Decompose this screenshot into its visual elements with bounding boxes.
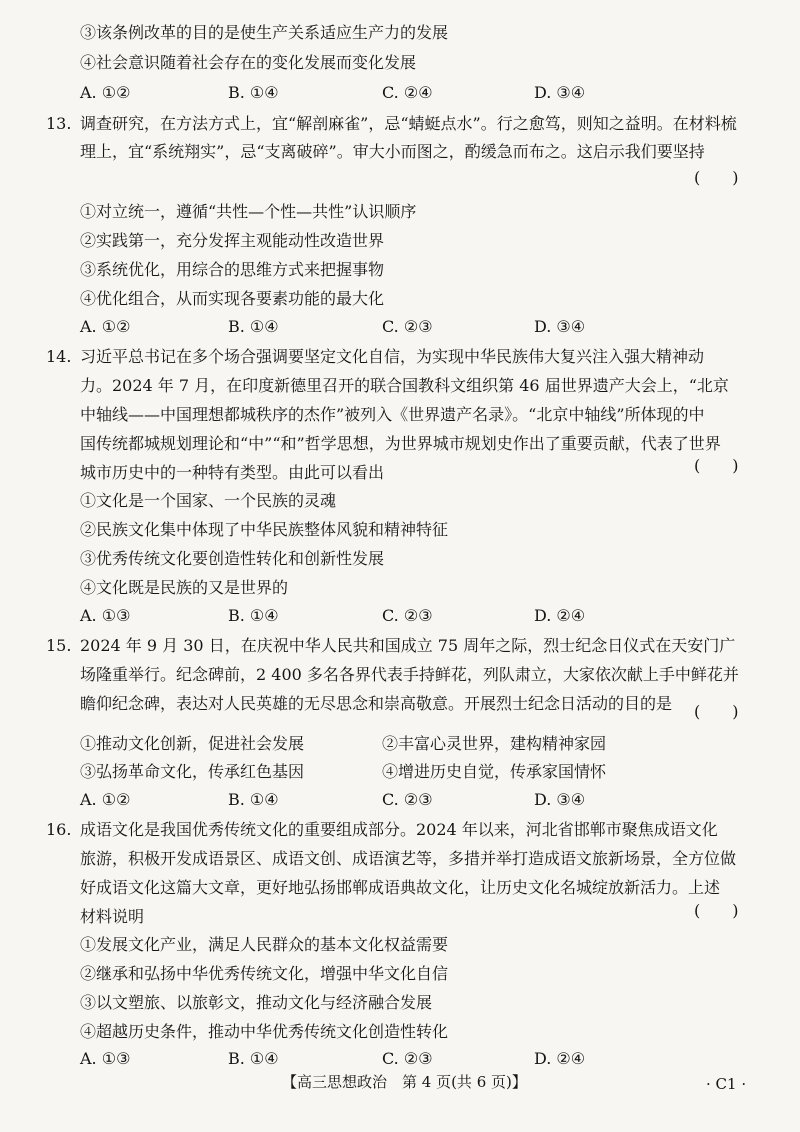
q16-stem-line-1: 成语文化是我国优秀传统文化的重要组成部分。2024 年以来，河北省邯郸市聚焦成语文化 (80, 820, 718, 839)
q14-option-b: B. ①④ (228, 606, 279, 625)
q14-stem-line-3: 中轴线——中国理想都城秩序的杰作”被列入《世界遗产名录》。“北京中轴线”所体现的中 (80, 405, 705, 424)
q14-answer-paren: ( ) (694, 456, 739, 475)
q15-item-4: ④增进历史自觉，传承家国情怀 (382, 762, 607, 781)
q15-stem-line-2: 场隆重举行。纪念碑前，2 400 多名各界代表手持鲜花，列队肃立，大家依次献上手中鲜花并 (80, 665, 739, 684)
q13-option-b: B. ①④ (228, 317, 279, 336)
q16-stem-line-2: 旅游，积极开发成语景区、成语文创、成语演艺等，多措并举打造成语文旅新场景，全方位做 (80, 849, 737, 868)
q13-number: 13. (46, 114, 72, 133)
paper-code: · C1 · (706, 1075, 747, 1093)
q13-item-3: ③系统优化，用综合的思维方式来把握事物 (80, 260, 385, 279)
q15-stem-line-3: 瞻仰纪念碑，表达对人民英雄的无尽思念和崇高敬意。开展烈士纪念日活动的目的是 (80, 694, 673, 713)
q14-stem-line-4: 国传统都城规划理论和“中”“和”哲学思想，为世界城市规划史作出了重要贡献，代表了世界 (80, 434, 721, 453)
prev-option-a: A. ①② (80, 83, 131, 102)
q14-item-4: ④文化既是民族的又是世界的 (80, 578, 289, 597)
q14-item-3: ③优秀传统文化要创造性转化和创新性发展 (80, 549, 385, 568)
q15-option-d: D. ③④ (534, 790, 586, 809)
q16-item-2: ②继承和弘扬中华优秀传统文化，增强中华文化自信 (80, 964, 449, 983)
q14-stem-line-1: 习近平总书记在多个场合强调要坚定文化自信，为实现中华民族伟大复兴注入强大精神动 (80, 347, 705, 366)
q13-option-c: C. ②③ (382, 317, 433, 336)
q15-answer-paren: ( ) (694, 702, 739, 721)
prev-option-d: D. ③④ (534, 83, 586, 102)
q16-answer-paren: ( ) (694, 901, 739, 920)
prev-option-b: B. ①④ (228, 83, 279, 102)
q16-stem-line-3: 好成语文化这篇大文章，更好地弘扬邯郸成语典故文化，让历史文化名城绽放新活力。上述 (80, 878, 721, 897)
q15-item-3: ③弘扬革命文化，传承红色基因 (80, 762, 305, 781)
q15-number: 15. (46, 636, 72, 655)
q14-item-1: ①文化是一个国家、一个民族的灵魂 (80, 491, 337, 510)
q14-stem-line-2: 力。2024 年 7 月，在印度新德里召开的联合国教科文组织第 46 届世界遗产大会上，“北京 (80, 376, 729, 395)
q13-answer-paren: ( ) (694, 168, 739, 187)
page-footer: 【高三思想政治 第 4 页(共 6 页)】 (282, 1073, 527, 1091)
q13-option-d: D. ③④ (534, 317, 586, 336)
q14-option-d: D. ②④ (534, 606, 586, 625)
q15-option-c: C. ②③ (382, 790, 433, 809)
q15-option-a: A. ①② (80, 790, 131, 809)
q14-item-2: ②民族文化集中体现了中华民族整体风貌和精神特征 (80, 520, 449, 539)
prev-item-3: ③该条例改革的目的是使生产关系适应生产力的发展 (80, 23, 449, 42)
q14-stem-line-5: 城市历史中的一种特有类型。由此可以看出 (80, 463, 385, 482)
q16-item-3: ③以文塑旅、以旅彰文，推动文化与经济融合发展 (80, 993, 433, 1012)
prev-option-c: C. ②④ (382, 83, 433, 102)
q13-option-a: A. ①② (80, 317, 131, 336)
q13-item-4: ④优化组合，从而实现各要素功能的最大化 (80, 289, 385, 308)
q16-number: 16. (46, 820, 72, 839)
q15-item-2: ②丰富心灵世界，建构精神家园 (382, 734, 607, 753)
q14-option-a: A. ①③ (80, 606, 131, 625)
q13-item-1: ①对立统一，遵循“共性—个性—共性”认识顺序 (80, 202, 417, 221)
q16-stem-line-4: 材料说明 (80, 907, 145, 926)
q14-number: 14. (46, 347, 72, 366)
q15-item-1: ①推动文化创新，促进社会发展 (80, 734, 305, 753)
q13-stem-line-1: 调查研究，在方法方式上，宜“解剖麻雀”，忌“蜻蜓点水”。行之愈笃，则知之益明。在材料梳 (80, 114, 737, 133)
q16-item-1: ①发展文化产业，满足人民群众的基本文化权益需要 (80, 935, 449, 954)
q16-option-d: D. ②④ (534, 1049, 586, 1068)
q16-option-c: C. ②③ (382, 1049, 433, 1068)
q16-item-4: ④超越历史条件，推动中华优秀传统文化创造性转化 (80, 1022, 449, 1041)
q14-option-c: C. ②③ (382, 606, 433, 625)
q15-stem-line-1: 2024 年 9 月 30 日，在庆祝中华人民共和国成立 75 周年之际，烈士纪念日仪式在天安门广 (80, 636, 736, 655)
q13-item-2: ②实践第一，充分发挥主观能动性改造世界 (80, 231, 385, 250)
q16-option-b: B. ①④ (228, 1049, 279, 1068)
q13-stem-line-2: 理上，宜“系统翔实”，忌“支离破碎”。审大小而图之，酌缓急而布之。这启示我们要坚持 (80, 142, 705, 161)
q16-option-a: A. ①③ (80, 1049, 131, 1068)
prev-item-4: ④社会意识随着社会存在的变化发展而变化发展 (80, 53, 417, 72)
q15-option-b: B. ①④ (228, 790, 279, 809)
